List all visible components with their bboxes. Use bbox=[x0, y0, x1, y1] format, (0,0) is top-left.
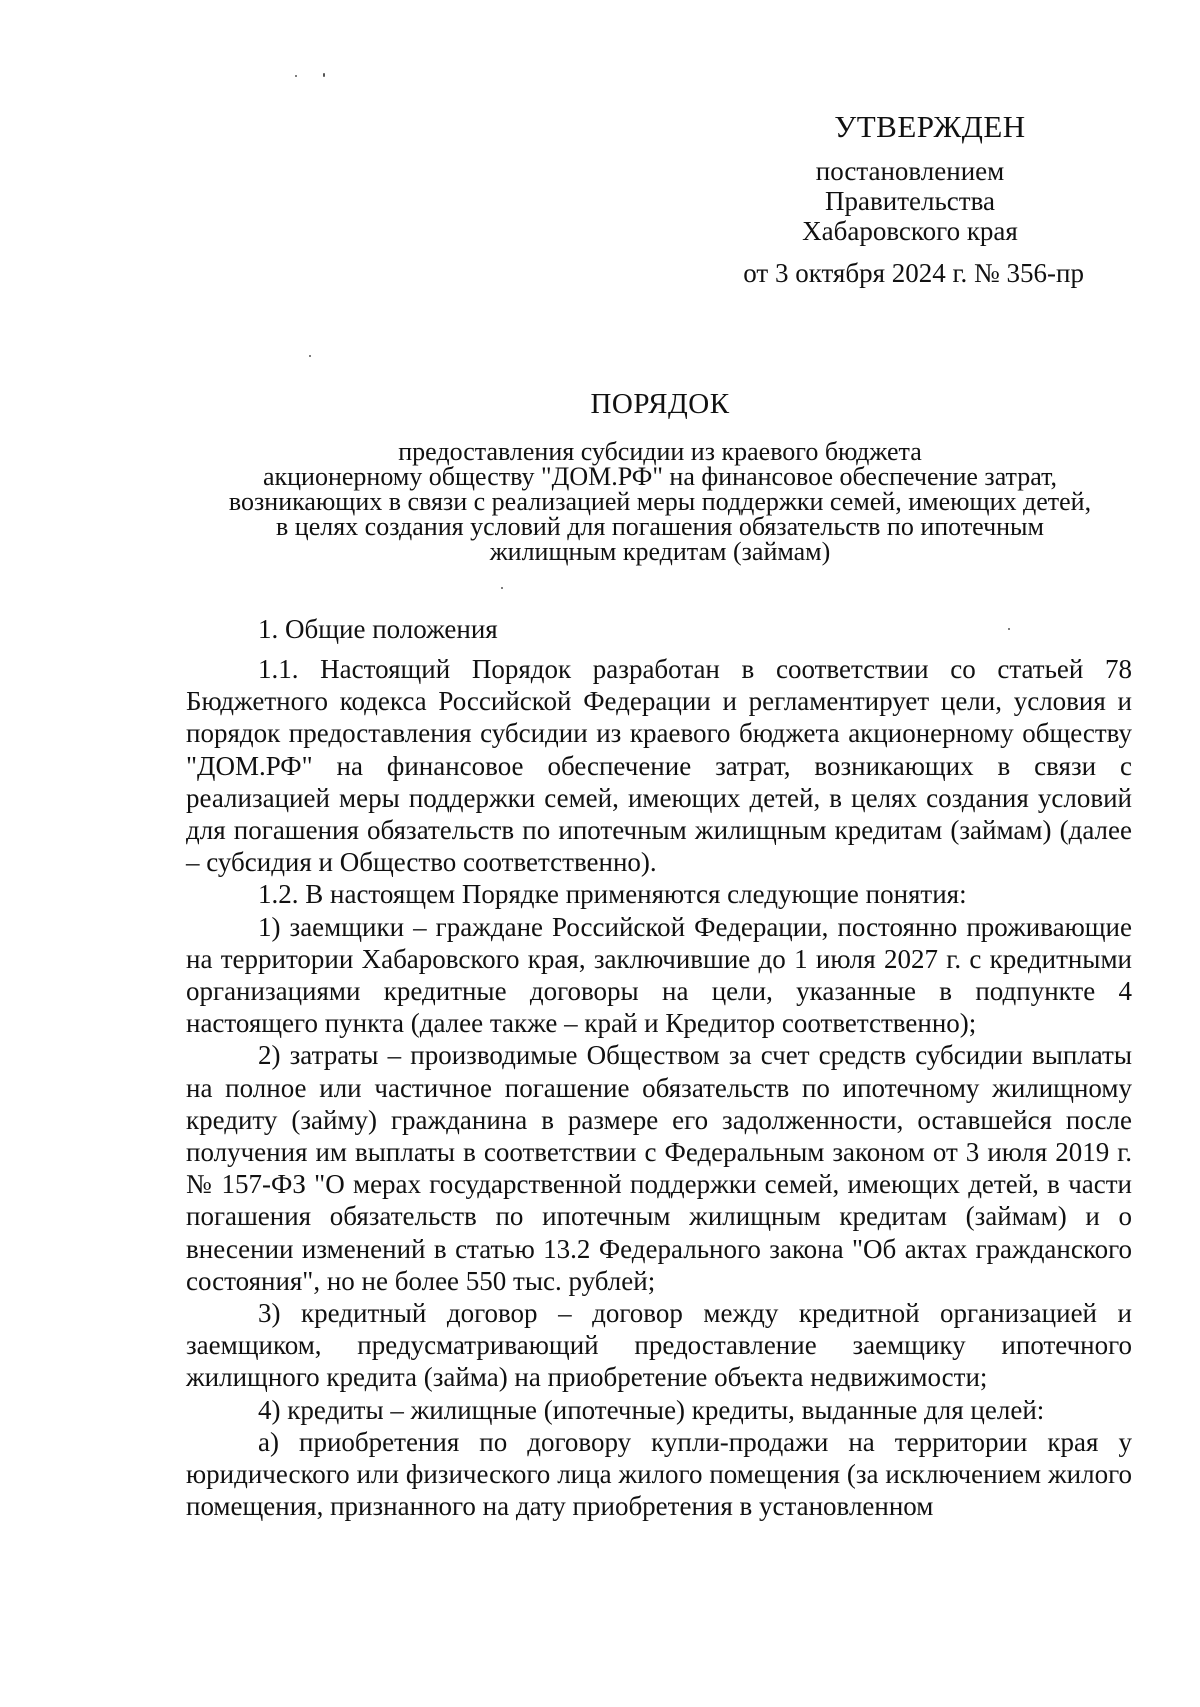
paragraph: а) приобретения по договору купли-продажи на территории края у юридического или физического лица жилого помещения (за исключением жилого помещения, признанного на дату приобретения в установленном bbox=[186, 1426, 1132, 1522]
scan-speck bbox=[309, 355, 311, 357]
approval-line-3: Хабаровского края bbox=[802, 216, 1018, 246]
subtitle-line: возникающих в связи с реализацией меры поддержки семей, имеющих детей, bbox=[228, 487, 1092, 516]
section-heading: 1. Общие положения bbox=[258, 614, 498, 644]
document-subtitle bbox=[180, 439, 1140, 564]
subtitle-line: акционерному обществу "ДОМ.РФ" на финансовое обеспечение затрат, bbox=[262, 462, 1058, 491]
document-heading: ПОРЯДОК bbox=[590, 388, 730, 420]
document-title-block bbox=[180, 388, 1140, 564]
paragraph: 3) кредитный договор – договор между кредитной организацией и заемщиком, предусматривающий предоставление заемщику ипотечного жилищного кредита (займа) на приобретение объекта недвижимости; bbox=[186, 1298, 1132, 1393]
approval-line-2: Правительства bbox=[825, 186, 995, 216]
subtitle-line: предоставления субсидии из краевого бюджета bbox=[398, 437, 922, 466]
scan-speck bbox=[1008, 628, 1010, 630]
body-text bbox=[186, 653, 1132, 1522]
approval-title: УТВЕРЖДЕН bbox=[834, 109, 1026, 144]
scan-speck bbox=[295, 75, 297, 77]
paragraph: 2) затраты – производимые Обществом за счет средств субсидии выплаты на полное или частичное погашение обязательств по ипотечному жилищному кредиту (займу) гражданина в размере его задолженности, оставшейся после получения им выплаты в соответствии с Федеральным законом от 3 июля 2019 г. № 157-ФЗ "О мерах государственной поддержки семей, имеющих детей, в части погашения обязательств по ипотечным жилищным кредитам (займам) и о внесении изменений в статью 13.2 Федерального закона "Об актах гражданского состояния", но не более 550 тыс. рублей; bbox=[186, 1040, 1132, 1296]
scan-speck bbox=[501, 587, 503, 589]
scan-speck bbox=[323, 73, 325, 77]
paragraph: 4) кредиты – жилищные (ипотечные) кредиты, выданные для целей: bbox=[258, 1394, 1045, 1425]
paragraph: 1) заемщики – граждане Российской Федерации, постоянно проживающие на территории Хабаровского края, заключившие до 1 июля 2027 г. с кредитными организациями кредитные договоры на цели, указанные в подпункте 4 настоящего пункта (далее также – край и Кредитор соответственно); bbox=[186, 911, 1132, 1039]
paragraph: 1.1. Настоящий Порядок разработан в соответствии со статьей 78 Бюджетного кодекса Российской Федерации и регламентирует цели, условия и порядок предоставления субсидии из краевого бюджета акционерному обществу "ДОМ.РФ" на финансовое обеспечение затрат, возникающих в связи с реализацией меры поддержки семей, имеющих детей, в целях создания условий для погашения обязательств по ипотечным жилищным кредитам (займам) (далее – субсидия и Общество соответственно). bbox=[186, 654, 1132, 878]
approval-block bbox=[700, 109, 1120, 288]
subtitle-line: в целях создания условий для погашения обязательств по ипотечным bbox=[276, 512, 1044, 541]
subtitle-line: жилищным кредитам (займам) bbox=[489, 537, 831, 566]
approval-line-1: постановлением bbox=[815, 156, 1005, 186]
approval-date: от 3 октября 2024 г. № 356-пр bbox=[743, 258, 1084, 288]
paragraph: 1.2. В настоящем Порядке применяются следующие понятия: bbox=[258, 879, 967, 910]
